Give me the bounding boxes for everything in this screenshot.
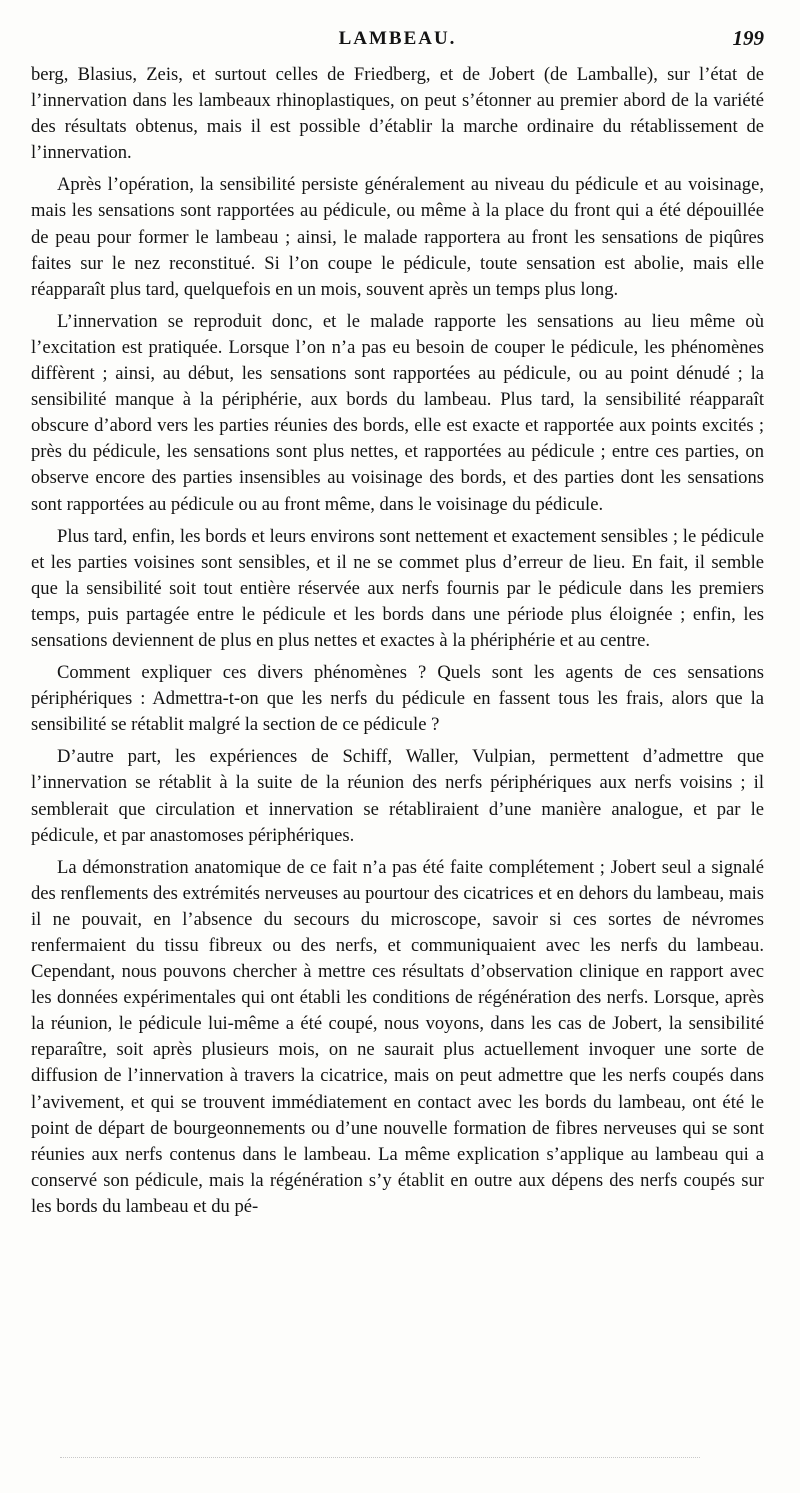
page-number: 199 [732, 26, 764, 50]
paragraph: D’autre part, les expériences de Schiff, Waller, Vulpian, permettent d’admettre que l’innervation se rétablit à la suite de la réunion des nerfs périphériques aux nerfs voisins ; il semblerait que circulation et innervation se rétabliraient d’une manière analogue, et par le pédicule, et par anastomoses périphériques. [31, 746, 764, 846]
running-head [31, 28, 764, 54]
running-title: LAMBEAU. [338, 28, 457, 49]
paragraph: Plus tard, enfin, les bords et leurs environs sont nettement et exactement sensibles ; le pédicule et les parties voisines sont sensibles, et il ne se commet plus d’erreur de lieu. En fait, il semble que la sensibilité soit tout entière réservée aux nerfs fournis par le pédicule dans les premiers temps, puis partagée entre le pédicule et les bords dans une période plus éloignée ; enfin, les sensations deviennent de plus en plus nettes et exactes à la phériphérie et au centre. [31, 525, 764, 651]
text-body [31, 62, 764, 1220]
paragraph: Comment expliquer ces divers phénomènes ? Quels sont les agents de ces sensations périphériques : Admettra-t-on que les nerfs du pédicule en fassent tous les frais, alors que la sensibilité se rétablit malgré la section de ce pédicule ? [31, 662, 764, 736]
paragraph: La démonstration anatomique de ce fait n’a pas été faite complétement ; Jobert seul a signalé des renflements des extrémités nerveuses au pourtour des cicatrices et en dehors du lambeau, mais il ne pouvait, en l’absence du secours du microscope, savoir si ces sortes de névromes renfermaient du tissu fibreux ou des nerfs, et communiquaient avec les nerfs du lambeau. Cependant, nous pouvons chercher à mettre ces résultats d’observation clinique en rapport avec les données expérimentales qui ont établi les conditions de régénération des nerfs. Lorsque, après la réunion, le pédicule lui-même a été coupé, nous voyons, dans les cas de Jobert, la sensibilité reparaître, soit après plusieurs mois, on ne saurait plus actuellement invoquer une sorte de diffusion de l’innervation à travers la cicatrice, mais on peut admettre que les nerfs coupés dans l’avivement, et qui se trouvent immédiatement en contact avec les bords du lambeau, ont été le point de départ de bourgeonnements ou d’une nouvelle formation de fibres nerveuses qui se sont réunies aux nerfs contenus dans le lambeau. La même explication s’applique au lambeau qui a conservé son pédicule, mais la régénération s’y établit en outre aux dépens des nerfs coupés sur les bords du lambeau et du pé- [31, 856, 764, 1217]
paragraph: Après l’opération, la sensibilité persiste généralement au niveau du pédicule et au voisinage, mais les sensations sont rapportées au pédicule, ou même à la place du front qui a été dépouillée de peau pour former le lambeau ; ainsi, le malade rapportera au front les sensations de piqûres faites sur le nez reconstitué. Si l’on coupe le pédicule, toute sensation est abolie, mais elle réapparaît plus tard, quelquefois en un mois, souvent après un temps plus long. [31, 174, 764, 300]
paragraph-continuation: berg, Blasius, Zeis, et surtout celles de Friedberg, et de Jobert (de Lamballe), sur l’état de l’innervation dans les lambeaux rhinoplastiques, on peut s’étonner au premier abord de la variété des résultats obtenus, mais il est possible d’établir la marche ordinaire du rétablissement de l’innervation. [31, 64, 764, 164]
footer-rule [60, 1457, 700, 1458]
paragraph: L’innervation se reproduit donc, et le malade rapporte les sensations au lieu même où l’excitation est pratiquée. Lorsque l’on n’a pas eu besoin de couper le pédicule, les phénomènes diffèrent ; ainsi, au début, les sensations sont rapportées au pédicule, ou au point dénudé ; la sensibilité manque à la périphérie, aux bords du lambeau. Plus tard, la sensibilité réapparaît obscure d’abord vers les parties réunies des bords, elle est exacte et rapportée aux points excités ; près du pédicule, les sensations sont plus nettes, et rapportées au pédicule ; entre ces parties, on observe encore des parties insensibles au voisinage des bords, et des parties dont les sensations sont rapportées au pédicule ou au front même, dans le voisinage du pédicule. [31, 310, 764, 515]
